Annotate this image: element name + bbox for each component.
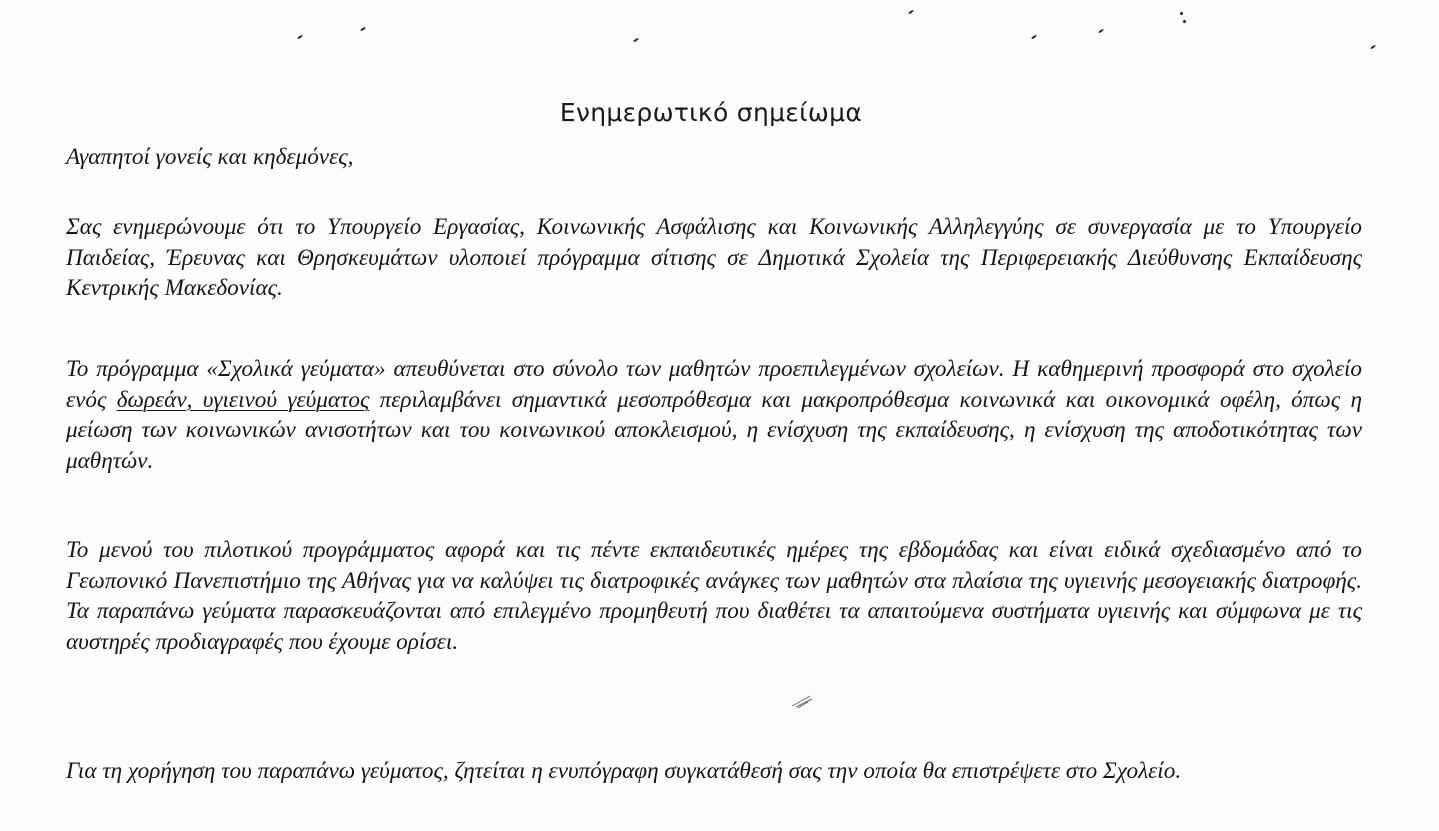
- scan-speck: [908, 9, 914, 14]
- paragraph-school-meals: [66, 354, 1362, 476]
- scan-speck: [1370, 44, 1376, 49]
- scan-speck: [360, 26, 366, 31]
- paragraph-menu: Το μενού του πιλοτικού προγράμματος αφορά και τις πέντε εκπαιδευτικές ημέρες της εβδομάδας και είναι ειδικά σχεδιασμένο από το Γεωπονικό Πανεπιστήμιο της Αθήνας για να καλύψει τις διατροφικές ανάγκες των μαθητών στα πλαίσια της υγιεινής μεσογειακής διατροφής. Τα παραπάνω γεύματα παρασκευάζονται από επιλεγμένο προμηθευτή που διαθέτει τα απαιτούμενα συστήματα υγιεινής και σύμφωνα με τις αυστηρές προδιαγραφές που έχουμε ορίσει.: [66, 537, 1362, 655]
- scan-speck: [1098, 28, 1104, 33]
- scan-speck: [1031, 34, 1037, 39]
- scan-speck: [1182, 19, 1186, 23]
- document-title: Ενημερωτικό σημείωμα: [559, 98, 863, 127]
- scan-speck: [633, 37, 639, 42]
- scan-speck: [1179, 11, 1183, 15]
- underlined-free-meal: δωρεάν, υγιεινού γεύματος: [116, 386, 370, 413]
- paragraph-consent: Για τη χορήγηση του παραπάνω γεύματος, ζητείται η ενυπόγραφη συγκατάθεσή σας την οποία θα επιστρέψετε στο Σχολείο.: [66, 758, 1182, 784]
- scan-speck: [297, 34, 303, 39]
- pen-scribble-mark: [788, 692, 818, 710]
- paragraph-school-meals-start: Το πρόγραμμα «Σχολικά γεύματα» απευθύνεται στο σύνολο των μαθητών προεπιλεγμένων σχολείων. Η καθημερινή προσφορά στο σχολείο ενός: [66, 356, 1362, 413]
- greeting: Αγαπητοί γονείς και κηδεμόνες,: [66, 144, 354, 170]
- paragraph-school-meals-end: περιλαμβάνει σημαντικά μεσοπρόθεσμα και μακροπρόθεσμα κοινωνικά και οικονομικά οφέλη, όπως η μείωση των κοινωνικών ανισοτήτων και του κοινωνικού αποκλεισμού, η ενίσχυση της εκπαίδευσης, η ενίσχυση της αποδοτικότητας των μαθητών.: [66, 386, 1362, 474]
- paragraph-ministry-program: Σας ενημερώνουμε ότι το Υπουργείο Εργασίας, Κοινωνικής Ασφάλισης και Κοινωνικής Αλληλεγγύης σε συνεργασία με το Υπουργείο Παιδείας, Έρευνας και Θρησκευμάτων υλοποιεί πρόγραμμα σίτισης σε Δημοτικά Σχολεία της Περιφερειακής Διεύθυνσης Εκπαίδευσης Κεντρικής Μακεδονίας.: [66, 214, 1362, 301]
